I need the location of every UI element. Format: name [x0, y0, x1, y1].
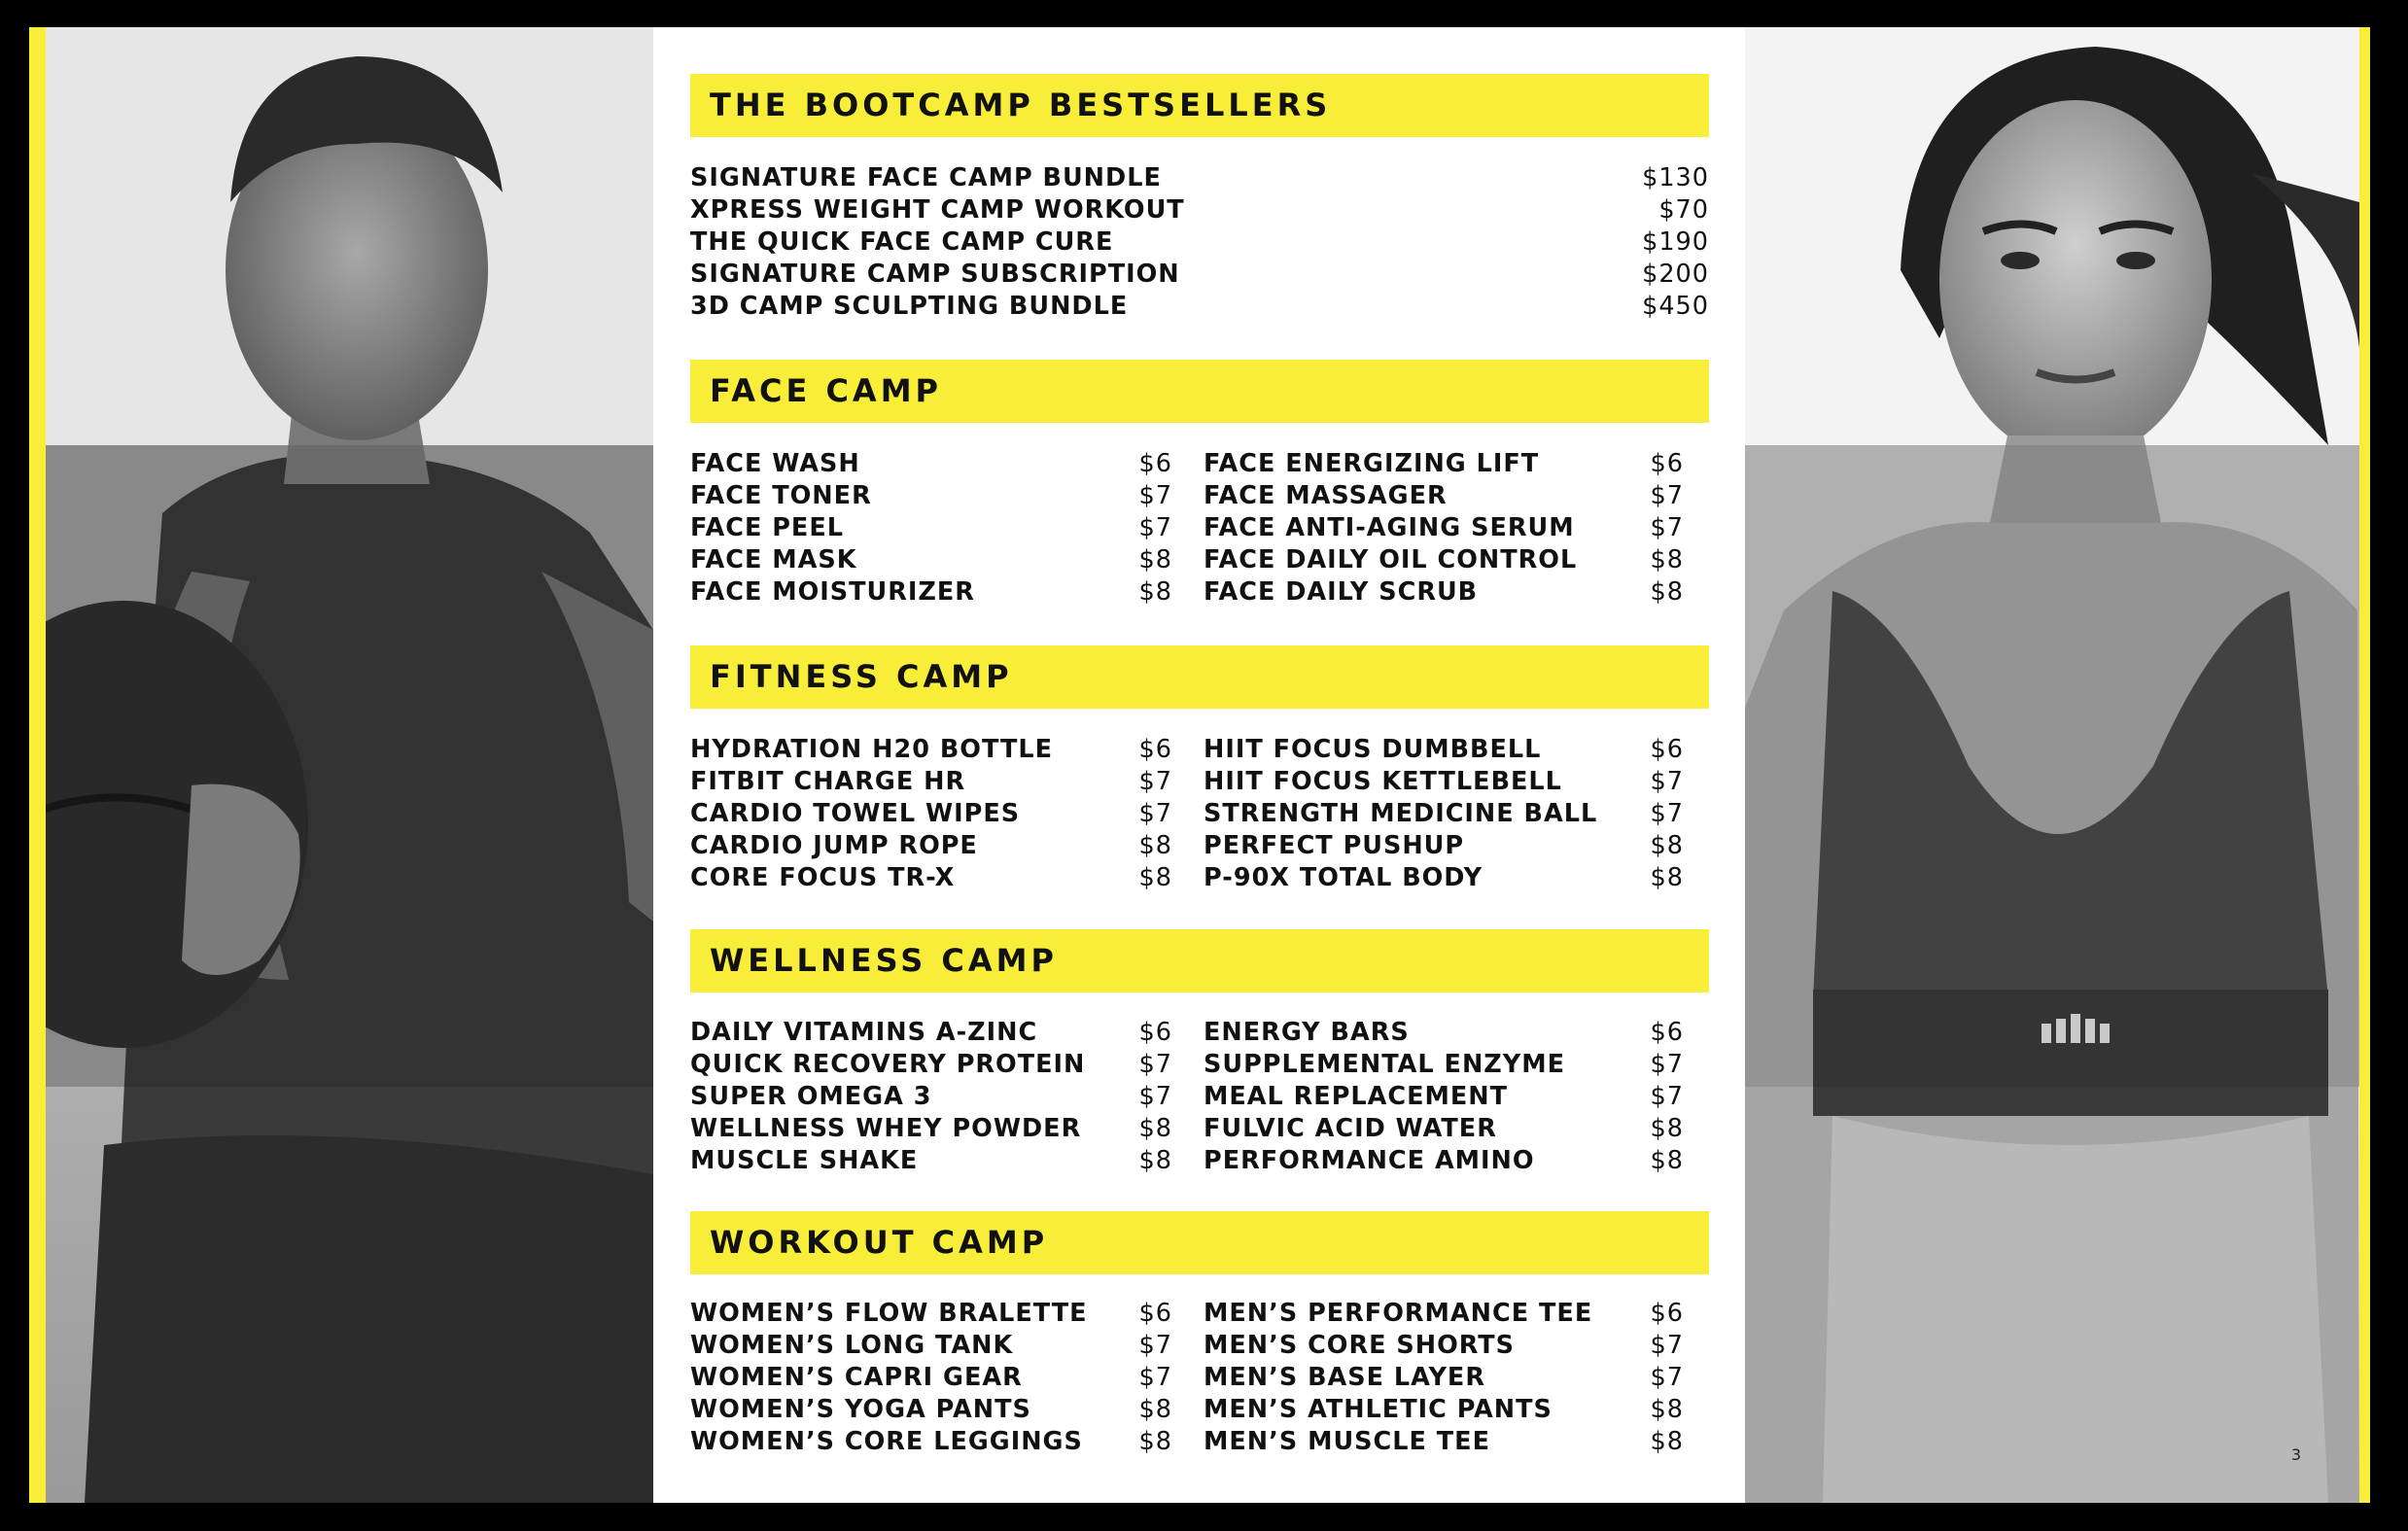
list-item — [690, 512, 1172, 544]
list-item — [690, 734, 1172, 766]
item-name: SIGNATURE FACE CAMP BUNDLE — [690, 163, 1162, 192]
list-item — [1204, 1426, 1684, 1458]
item-name: CORE FOCUS TR-X — [690, 863, 956, 892]
list-item — [1204, 1330, 1684, 1362]
page-number: 3 — [2290, 1445, 2301, 1464]
item-price: $8 — [1138, 831, 1172, 860]
woman-photo-illustration — [1745, 27, 2359, 1503]
list-item — [1204, 1049, 1684, 1081]
item-price: $8 — [1138, 545, 1172, 574]
section-title: WELLNESS CAMP — [710, 942, 1058, 979]
list-item — [690, 544, 1172, 576]
bestseller-item — [690, 226, 1709, 259]
item-name: SIGNATURE CAMP SUBSCRIPTION — [690, 260, 1180, 289]
photo-woman-in-sports-bra — [1745, 27, 2359, 1503]
item-name: MEN’S BASE LAYER — [1204, 1363, 1485, 1392]
list-item — [1204, 1113, 1684, 1145]
section-title: WORKOUT CAMP — [710, 1224, 1049, 1261]
list-item — [1204, 1081, 1684, 1113]
list-item — [690, 1145, 1172, 1177]
list-item — [1204, 512, 1684, 544]
list-item — [1204, 1394, 1684, 1426]
list-item — [690, 1081, 1172, 1113]
item-name: P-90X TOTAL BODY — [1204, 863, 1483, 892]
item-price: $8 — [1650, 1114, 1684, 1143]
section-title: FACE CAMP — [710, 372, 942, 409]
item-name: DAILY VITAMINS A-ZINC — [690, 1018, 1038, 1047]
item-price: $8 — [1650, 831, 1684, 860]
item-name: WOMEN’S YOGA PANTS — [690, 1395, 1031, 1424]
item-name: ENERGY BARS — [1204, 1018, 1410, 1047]
list-item — [690, 1298, 1172, 1330]
list-item — [690, 1113, 1172, 1145]
list-item — [690, 1362, 1172, 1394]
list-item — [1204, 798, 1684, 830]
item-name: MEN’S MUSCLE TEE — [1204, 1427, 1491, 1456]
list-item — [690, 1049, 1172, 1081]
list-item — [690, 830, 1172, 862]
item-name: QUICK RECOVERY PROTEIN — [690, 1050, 1086, 1079]
wellness-camp-banner — [690, 929, 1709, 992]
list-item — [1204, 448, 1684, 480]
item-price: $8 — [1650, 545, 1684, 574]
item-price: $7 — [1138, 767, 1172, 796]
item-price: $7 — [1650, 799, 1684, 828]
item-name: FACE MASK — [690, 545, 857, 574]
item-name: SUPER OMEGA 3 — [690, 1082, 932, 1111]
bestseller-item — [690, 194, 1709, 226]
item-price: $130 — [1642, 163, 1709, 192]
bestsellers-title: THE BOOTCAMP BESTSELLERS — [710, 87, 1332, 123]
item-price: $8 — [1138, 577, 1172, 607]
item-price: $6 — [1138, 735, 1172, 764]
item-price: $8 — [1138, 1395, 1172, 1424]
item-price: $7 — [1650, 1082, 1684, 1111]
list-item — [690, 862, 1172, 894]
list-item — [1204, 576, 1684, 609]
list-item — [690, 448, 1172, 480]
item-name: MEN’S ATHLETIC PANTS — [1204, 1395, 1553, 1424]
item-price: $8 — [1138, 1427, 1172, 1456]
item-price: $7 — [1650, 767, 1684, 796]
list-item — [1204, 1145, 1684, 1177]
item-name: 3D CAMP SCULPTING BUNDLE — [690, 292, 1129, 321]
list-item — [1204, 766, 1684, 798]
item-name: CARDIO TOWEL WIPES — [690, 799, 1021, 828]
list-item — [1204, 1298, 1684, 1330]
item-name: THE QUICK FACE CAMP CURE — [690, 227, 1114, 257]
item-name: MEAL REPLACEMENT — [1204, 1082, 1509, 1111]
bestseller-item — [690, 291, 1709, 323]
item-name: MEN’S PERFORMANCE TEE — [1204, 1299, 1593, 1328]
item-name: FACE MASSAGER — [1204, 481, 1448, 510]
item-name: WOMEN’S FLOW BRALETTE — [690, 1299, 1088, 1328]
list-item — [690, 576, 1172, 609]
section-title: FITNESS CAMP — [710, 658, 1013, 695]
item-price: $7 — [1138, 799, 1172, 828]
face-camp-banner — [690, 360, 1709, 423]
item-price: $6 — [1138, 1299, 1172, 1328]
fitness-camp-banner — [690, 645, 1709, 709]
item-price: $8 — [1650, 863, 1684, 892]
item-price: $70 — [1658, 195, 1709, 225]
list-item — [1204, 1362, 1684, 1394]
item-price: $6 — [1650, 1018, 1684, 1047]
item-name: HYDRATION H20 BOTTLE — [690, 735, 1054, 764]
item-name: FACE TONER — [690, 481, 872, 510]
item-name: WOMEN’S CORE LEGGINGS — [690, 1427, 1083, 1456]
list-item — [690, 1426, 1172, 1458]
bestseller-item — [690, 259, 1709, 291]
list-item — [690, 480, 1172, 512]
item-price: $8 — [1138, 1146, 1172, 1175]
item-name: FACE DAILY SCRUB — [1204, 577, 1479, 607]
list-item — [690, 1330, 1172, 1362]
item-name: FACE PEEL — [690, 513, 845, 542]
item-name: FACE MOISTURIZER — [690, 577, 975, 607]
item-price: $7 — [1138, 1082, 1172, 1111]
item-price: $450 — [1642, 292, 1709, 321]
item-name: HIIT FOCUS DUMBBELL — [1204, 735, 1542, 764]
item-price: $7 — [1650, 1363, 1684, 1392]
list-item — [690, 798, 1172, 830]
item-price: $6 — [1138, 1018, 1172, 1047]
item-price: $8 — [1650, 1146, 1684, 1175]
list-item — [690, 1394, 1172, 1426]
item-name: XPRESS WEIGHT CAMP WORKOUT — [690, 195, 1185, 225]
item-price: $7 — [1650, 513, 1684, 542]
list-item — [690, 1017, 1172, 1049]
list-item — [1204, 1017, 1684, 1049]
list-item — [1204, 734, 1684, 766]
item-price: $7 — [1138, 1363, 1172, 1392]
item-price: $7 — [1138, 513, 1172, 542]
item-price: $190 — [1642, 227, 1709, 257]
item-name: FULVIC ACID WATER — [1204, 1114, 1497, 1143]
man-photo-illustration — [46, 27, 653, 1503]
item-name: MEN’S CORE SHORTS — [1204, 1331, 1516, 1360]
item-name: WOMEN’S CAPRI GEAR — [690, 1363, 1023, 1392]
item-price: $6 — [1650, 1299, 1684, 1328]
photo-man-with-medicine-ball — [46, 27, 653, 1503]
list-item — [1204, 480, 1684, 512]
item-name: WELLNESS WHEY POWDER — [690, 1114, 1082, 1143]
item-price: $8 — [1650, 1427, 1684, 1456]
item-name: FACE WASH — [690, 449, 860, 478]
item-name: FACE ENERGIZING LIFT — [1204, 449, 1540, 478]
item-price: $8 — [1650, 577, 1684, 607]
item-price: $6 — [1650, 735, 1684, 764]
list-item — [1204, 830, 1684, 862]
item-price: $7 — [1650, 1050, 1684, 1079]
item-name: SUPPLEMENTAL ENZYME — [1204, 1050, 1566, 1079]
item-price: $8 — [1650, 1395, 1684, 1424]
item-price: $7 — [1138, 481, 1172, 510]
item-name: MUSCLE SHAKE — [690, 1146, 919, 1175]
bestsellers-banner — [690, 74, 1709, 137]
item-price: $7 — [1138, 1050, 1172, 1079]
item-price: $7 — [1650, 481, 1684, 510]
item-name: PERFECT PUSHUP — [1204, 831, 1465, 860]
item-name: FACE ANTI-AGING SERUM — [1204, 513, 1575, 542]
item-name: FACE DAILY OIL CONTROL — [1204, 545, 1578, 574]
bestseller-item — [690, 162, 1709, 194]
item-name: STRENGTH MEDICINE BALL — [1204, 799, 1598, 828]
item-name: WOMEN’S LONG TANK — [690, 1331, 1014, 1360]
item-price: $6 — [1138, 449, 1172, 478]
item-price: $200 — [1642, 260, 1709, 289]
list-item — [690, 766, 1172, 798]
list-item — [1204, 544, 1684, 576]
item-name: HIIT FOCUS KETTLEBELL — [1204, 767, 1562, 796]
item-price: $6 — [1650, 449, 1684, 478]
item-price: $7 — [1650, 1331, 1684, 1360]
item-name: FITBIT CHARGE HR — [690, 767, 966, 796]
item-price: $8 — [1138, 863, 1172, 892]
item-name: PERFORMANCE AMINO — [1204, 1146, 1535, 1175]
item-price: $8 — [1138, 1114, 1172, 1143]
item-name: CARDIO JUMP ROPE — [690, 831, 978, 860]
price-list-panel — [653, 27, 1745, 1503]
workout-camp-banner — [690, 1211, 1709, 1274]
item-price: $7 — [1138, 1331, 1172, 1360]
list-item — [1204, 862, 1684, 894]
